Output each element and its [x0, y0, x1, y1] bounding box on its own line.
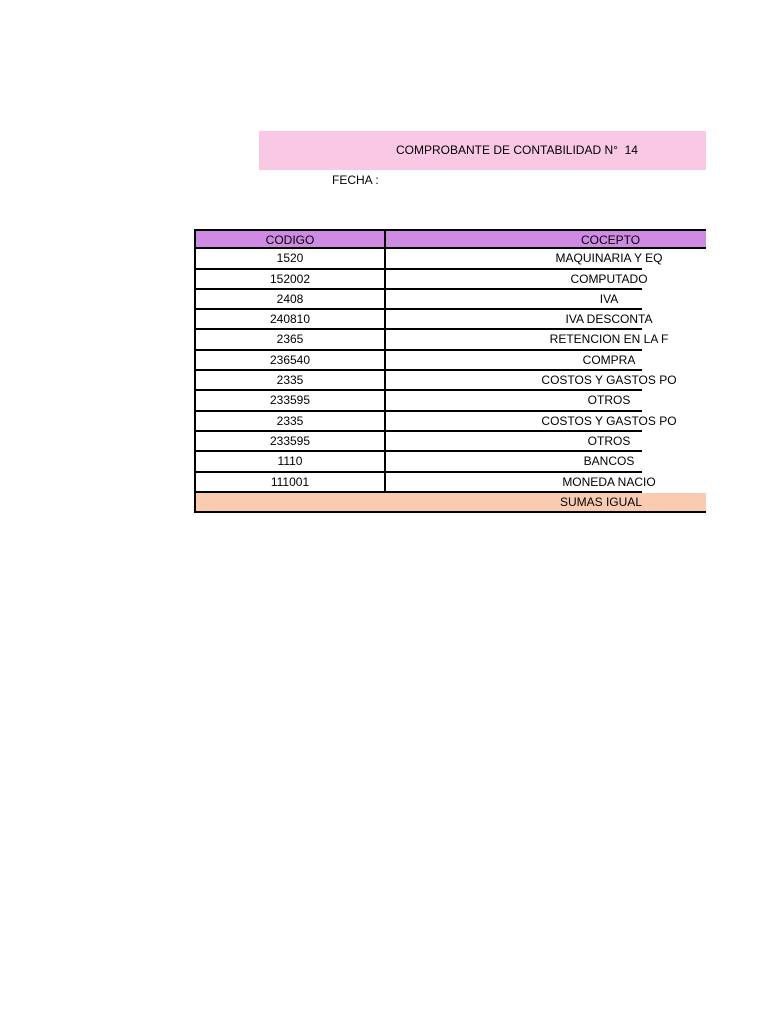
- sum-row: [194, 493, 706, 513]
- concept-cell: [386, 371, 677, 389]
- column-header-code: CODIGO: [194, 231, 386, 247]
- concept-cell: [386, 330, 669, 348]
- concept-text: COSTOS Y GASTOS PO: [541, 413, 677, 428]
- concept-text: IVA DESCONTA: [565, 312, 653, 327]
- code-cell: 1520: [194, 249, 386, 267]
- concept-text: COSTOS Y GASTOS PO: [541, 373, 677, 388]
- concept-cell: [386, 290, 642, 308]
- table-row: [194, 473, 656, 493]
- concept-cell: [386, 310, 653, 328]
- table-row: [194, 330, 669, 350]
- code-cell: 240810: [194, 310, 386, 328]
- concept-text: COMPUTADO: [570, 271, 648, 286]
- concept-text: MAQUINARIA Y EQ: [555, 251, 663, 266]
- code-cell: 2335: [194, 371, 386, 389]
- table-row: [194, 249, 663, 269]
- concept-cell: [386, 452, 642, 470]
- concept-cell: [386, 432, 642, 450]
- concept-cell: [386, 473, 656, 491]
- concept-text: RETENCION EN LA F: [549, 332, 669, 347]
- table-row: [194, 391, 642, 411]
- table-row: [194, 270, 648, 290]
- code-cell: 2365: [194, 330, 386, 348]
- concept-text: MONEDA NACIO: [562, 474, 656, 489]
- table-row: [194, 452, 642, 472]
- code-cell: 233595: [194, 391, 386, 409]
- table-row: [194, 310, 653, 330]
- code-cell: 2335: [194, 412, 386, 430]
- concept-text: IVA: [599, 291, 619, 306]
- sum-label: SUMAS IGUAL: [559, 494, 642, 509]
- accounting-table: [194, 229, 706, 513]
- table-row: [194, 432, 642, 452]
- concept-text: BANCOS: [583, 454, 635, 469]
- code-cell: 236540: [194, 351, 386, 369]
- table-body: [194, 249, 706, 493]
- code-cell: 1110: [194, 452, 386, 470]
- date-label: FECHA :: [332, 173, 379, 187]
- column-header-concept: [386, 231, 642, 247]
- code-cell: 111001: [194, 473, 386, 491]
- concept-cell: [386, 412, 677, 430]
- concept-cell: [386, 351, 642, 369]
- code-cell: 2408: [194, 290, 386, 308]
- table-row: [194, 371, 677, 391]
- code-cell: 233595: [194, 432, 386, 450]
- table-header-row: [194, 229, 706, 249]
- concept-text: OTROS: [587, 393, 631, 408]
- voucher-title: COMPROBANTE DE CONTABILIDAD N° 14: [396, 143, 638, 157]
- concept-cell: [386, 391, 642, 409]
- header-extra-fill: [642, 231, 706, 247]
- concept-text: COMPRA: [582, 352, 636, 367]
- concept-cell: [386, 270, 648, 288]
- column-header-concept-label: COCEPTO: [581, 233, 641, 247]
- code-cell: 152002: [194, 270, 386, 288]
- table-row: [194, 290, 642, 310]
- table-row: [194, 351, 642, 371]
- concept-cell: [386, 249, 663, 267]
- table-row: [194, 412, 677, 432]
- concept-text: OTROS: [587, 433, 631, 448]
